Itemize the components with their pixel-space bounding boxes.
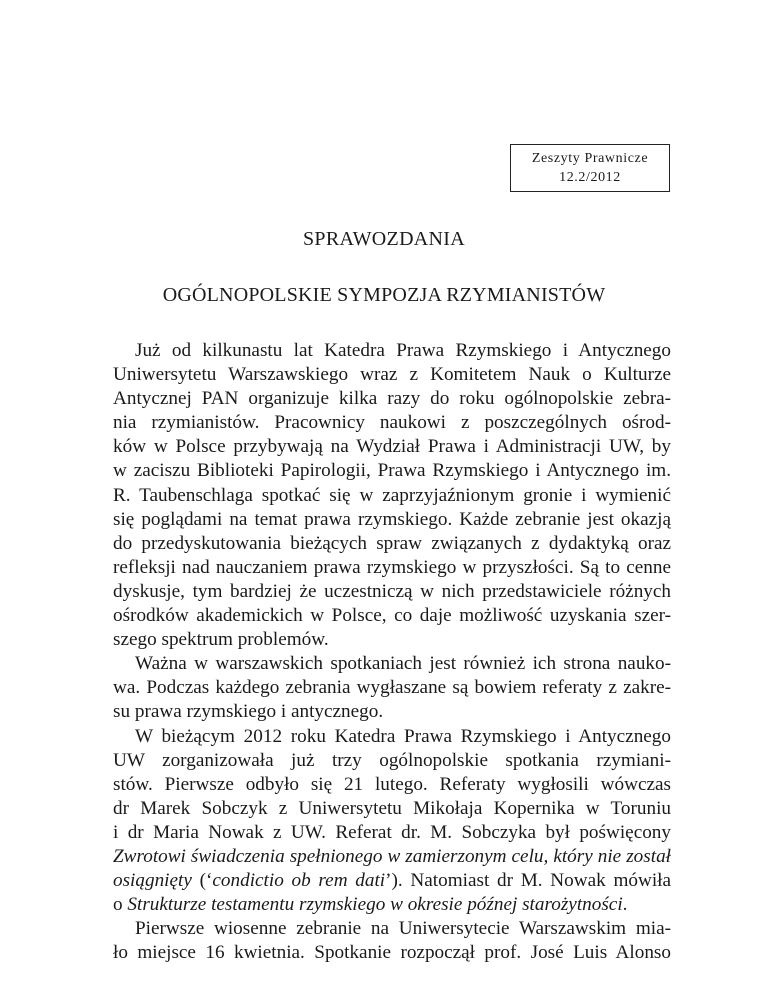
italic-title: condictio ob rem dati	[212, 870, 386, 892]
body-line: wa. Podczas każdego zebrania wygłaszane są bowiem referaty z zakre-	[113, 677, 671, 699]
body-line: Uniwersytetu Warszawskiego wraz z Komitetem Nauk o Kulturze	[113, 364, 671, 386]
body-line: refleksji nad nauczaniem prawa rzymskiego w przyszłości. Są to cenne	[113, 556, 671, 578]
article-title: OGÓLNOPOLSKIE SYMPOZJA RZYMIANISTÓW	[162, 284, 606, 306]
body-line: ło miejsce 16 kwietnia. Spotkanie rozpoczął prof. José Luis Alonso	[113, 942, 671, 964]
body-line	[113, 869, 671, 893]
body-line	[113, 893, 671, 917]
italic-title: osiągnięty	[113, 870, 192, 892]
body-line: dr Marek Sobczyk z Uniwersytetu Mikołaja Kopernika w Toruniu	[113, 797, 671, 819]
body-line: do przedyskutowania bieżących spraw związanych z dydaktyką oraz	[113, 532, 671, 554]
body-text-fragment: (‘	[191, 870, 213, 892]
italic-title: Zwrotowi świadczenia spełnionego w zamierzonym celu, który nie został	[113, 845, 671, 867]
section-title: SPRAWOZDANIA	[303, 228, 465, 250]
body-line: i dr Maria Nowak z UW. Referat dr. M. Sobczyka był poświęcony	[113, 821, 671, 843]
journal-name: Zeszyty Prawnicze	[531, 151, 649, 166]
body-line: dyskusje, tym bardziej że uczestniczą w nich przedstawiciele różnych	[113, 580, 671, 602]
body-line: R. Taubenschlaga spotkać się w zaprzyjaźnionym gronie i wymienić	[113, 484, 671, 506]
body-line: się poglądami na temat prawa rzymskiego. Każde zebranie jest okazją	[113, 508, 671, 530]
body-line: w zaciszu Biblioteki Papirologii, Prawa Rzymskiego i Antycznego im.	[113, 460, 671, 482]
journal-info-box	[510, 144, 670, 192]
body-text-fragment: ’). Natomiast dr M. Nowak mówiła	[385, 870, 671, 892]
italic-title: Strukturze testamentu rzymskiego w okresie późnej starożytności	[127, 894, 623, 916]
journal-issue: 12.2/2012	[559, 170, 621, 185]
body-line: szego spektrum problemów.	[113, 629, 329, 651]
body-line: Ważna w warszawskich spotkaniach jest również ich strona nauko-	[135, 653, 671, 675]
body-line: su prawa rzymskiego i antycznego.	[113, 701, 384, 723]
body-line: Antycznej PAN organizuje kilka razy do roku ogólnopolskie zebra-	[113, 388, 671, 410]
body-line: Pierwsze wiosenne zebranie na Uniwersytecie Warszawskim mia-	[135, 918, 671, 940]
article-body	[113, 339, 671, 965]
body-text-fragment: o	[113, 894, 128, 916]
body-line: ośrodków akademickich w Polsce, co daje możliwość uzyskania szer-	[113, 605, 671, 627]
body-line: stów. Pierwsze odbyło się 21 lutego. Referaty wygłosili wówczas	[113, 773, 671, 795]
body-line: nia rzymianistów. Pracownicy naukowi z poszczególnych ośrod-	[113, 412, 671, 434]
body-line: W bieżącym 2012 roku Katedra Prawa Rzymskiego i Antycznego	[135, 725, 671, 747]
body-line: ków w Polsce przybywają na Wydział Prawa i Administracji UW, by	[113, 436, 671, 458]
body-line	[113, 845, 671, 869]
body-text-fragment: .	[622, 894, 628, 916]
body-line: Już od kilkunastu lat Katedra Prawa Rzymskiego i Antycznego	[135, 340, 671, 361]
body-line: UW zorganizowała już trzy ogólnopolskie spotkania rzymiani-	[113, 749, 671, 771]
